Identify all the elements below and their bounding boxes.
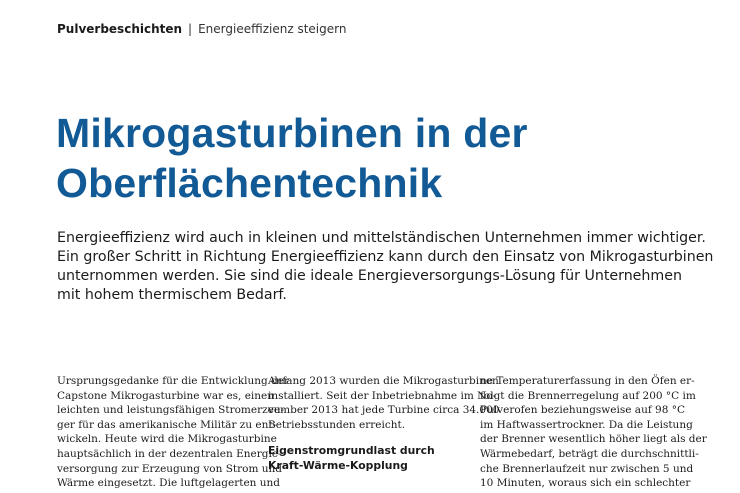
lead-line: mit hohem thermischem Bedarf. xyxy=(57,287,287,303)
body-line: Capstone Mikrogasturbine war es, einen xyxy=(57,389,275,402)
lead-line: unternommen werden. Sie sind die ideale Energieversorgungs-Lösung für Unternehmen xyxy=(57,268,682,284)
body-line: hauptsächlich in der dezentralen Energie- xyxy=(57,447,282,460)
body-line: versorgung zur Erzeugung von Strom und xyxy=(57,462,282,475)
body-line: Betriebsstunden erreicht. xyxy=(268,418,406,431)
title-line: Mikrogasturbinen in der xyxy=(56,110,528,156)
header-topic: Energieeffizienz steigern xyxy=(198,22,347,36)
body-line: Wärmebedarf, beträgt die durchschnittli- xyxy=(480,447,699,460)
body-column-1 xyxy=(57,374,289,491)
lead-line: Ein großer Schritt in Richtung Energieeffizienz kann durch den Einsatz von Mikrogasturbinen xyxy=(57,249,714,265)
section-subheading xyxy=(268,443,468,473)
lead-paragraph xyxy=(57,229,714,305)
body-line: vember 2013 hat jede Turbine circa 34.000 xyxy=(268,404,500,417)
body-column-3 xyxy=(480,374,707,491)
article-title xyxy=(56,108,696,208)
body-line: leichten und leistungsfähigen Stromerzeu- xyxy=(57,404,285,417)
title-line: Oberflächentechnik xyxy=(56,160,443,206)
body-line: Pulverofen beziehungsweise auf 98 °C xyxy=(480,404,686,417)
body-line: folgt die Brennerregelung auf 200 °C im xyxy=(480,389,696,402)
subheading-line: Kraft-Wärme-Kopplung xyxy=(268,459,408,473)
body-line: Wärme eingesetzt. Die luftgelagerten und xyxy=(57,477,281,490)
body-line: wickeln. Heute wird die Mikrogasturbine xyxy=(57,433,277,446)
body-line: installiert. Seit der Inbetriebnahme im No- xyxy=(268,389,497,402)
body-line: der Brenner wesentlich höher liegt als der xyxy=(480,433,707,446)
running-header xyxy=(57,21,346,37)
body-line: che Brennerlaufzeit nur zwischen 5 und xyxy=(480,462,694,475)
header-section: Pulverbeschichten xyxy=(57,22,183,36)
subheading-line: Eigenstromgrundlast durch xyxy=(268,444,435,458)
body-line: im Haftwassertrockner. Da die Leistung xyxy=(480,418,693,431)
body-line: Ursprungsgedanke für die Entwicklung der xyxy=(57,375,289,387)
body-column-2 xyxy=(268,374,500,473)
body-line: 10 Minuten, woraus sich ein schlechter xyxy=(480,477,691,490)
body-line: ne Temperaturerfassung in den Öfen er- xyxy=(480,375,695,387)
lead-line: Energieeffizienz wird auch in kleinen und mittelständischen Unternehmen immer wichtiger. xyxy=(57,230,706,246)
body-line: ger für das amerikanische Militär zu ent- xyxy=(57,418,277,431)
header-separator: | xyxy=(188,22,193,36)
body-line: Anfang 2013 wurden die Mikrogasturbinen xyxy=(268,375,499,387)
